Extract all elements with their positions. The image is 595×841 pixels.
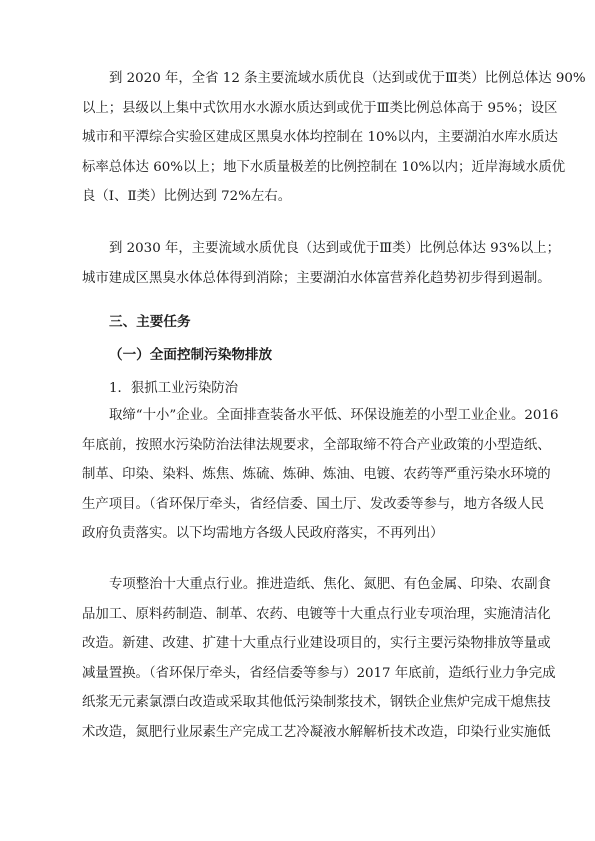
text-line: 到 2020 年，全省 12 条主要流域水质优良（达到或优于Ⅲ类）比例总体达 90% [109, 71, 586, 86]
text-line: 城市建成区黑臭水体总体得到消除；主要湖泊水体富营养化趋势初步得到遏制。 [82, 270, 551, 286]
text-line: 年底前，按照水污染防治法律法规要求，全部取缔不符合产业政策的小型造纸、 [82, 437, 551, 453]
text-line: 品加工、原料药制造、制革、农药、电镀等十大重点行业专项治理，实施清洁化 [82, 606, 551, 622]
text-line: 专项整治十大重点行业。推进造纸、焦化、氮肥、有色金属、印染、农副食 [109, 577, 551, 592]
text-line: 改造。新建、改建、扩建十大重点行业建设项目的，实行主要污染物排放等量或 [82, 636, 551, 652]
text-line: 减量置换。（省环保厅牵头，省经信委等参与）2017 年底前，造纸行业力争完成 [82, 665, 556, 681]
text-line: 术改造，氮肥行业尿素生产完成工艺冷凝液水解解析技术改造，印染行业实施低 [82, 724, 551, 740]
paragraph-2030-targets [82, 234, 561, 293]
paragraph-2020-targets [82, 64, 586, 212]
text-line: 良（Ⅰ、Ⅱ类）比例达到 72%左右。 [82, 189, 292, 205]
text-line: 生产项目。（省环保厅牵头，省经信委、国土厅、发改委等参与，地方各级人民 [82, 496, 544, 512]
text-line: 城市和平潭综合实验区建成区黑臭水体均控制在 10%以内，主要湖泊水库水质达 [82, 130, 558, 146]
subsection-heading-pollution-control: （一）全面控制污染物排放 [109, 347, 273, 363]
paragraph-ban-small-enterprises [82, 401, 559, 549]
paragraph-ten-key-industries [82, 570, 556, 748]
item-heading-industrial-pollution: 1．狠抓工业污染防治 [109, 381, 239, 396]
text-line: 制革、印染、染料、炼焦、炼硫、炼砷、炼油、电镀、农药等严重污染水环境的 [82, 467, 551, 483]
section-heading-main-tasks: 三、主要任务 [109, 314, 191, 330]
text-line: 政府负责落实。以下均需地方各级人民政府落实，不再列出） [82, 526, 444, 542]
text-line: 标率总体达 60%以上；地下水质量极差的比例控制在 10%以内；近岸海域水质优 [82, 159, 566, 175]
text-line: 取缔“十小”企业。全面排查装备水平低、环保设施差的小型工业企业。2016 [109, 408, 559, 423]
text-line: 以上；县级以上集中式饮用水水源水质达到或优于Ⅲ类比例总体高于 95%；设区 [82, 100, 558, 116]
text-line: 到 2030 年，主要流域水质优良（达到或优于Ⅲ类）比例总体达 93%以上； [109, 241, 561, 256]
text-line: 纸浆无元素氯漂白改造或采取其他低污染制浆技术，钢铁企业焦炉完成干熄焦技 [82, 695, 551, 711]
